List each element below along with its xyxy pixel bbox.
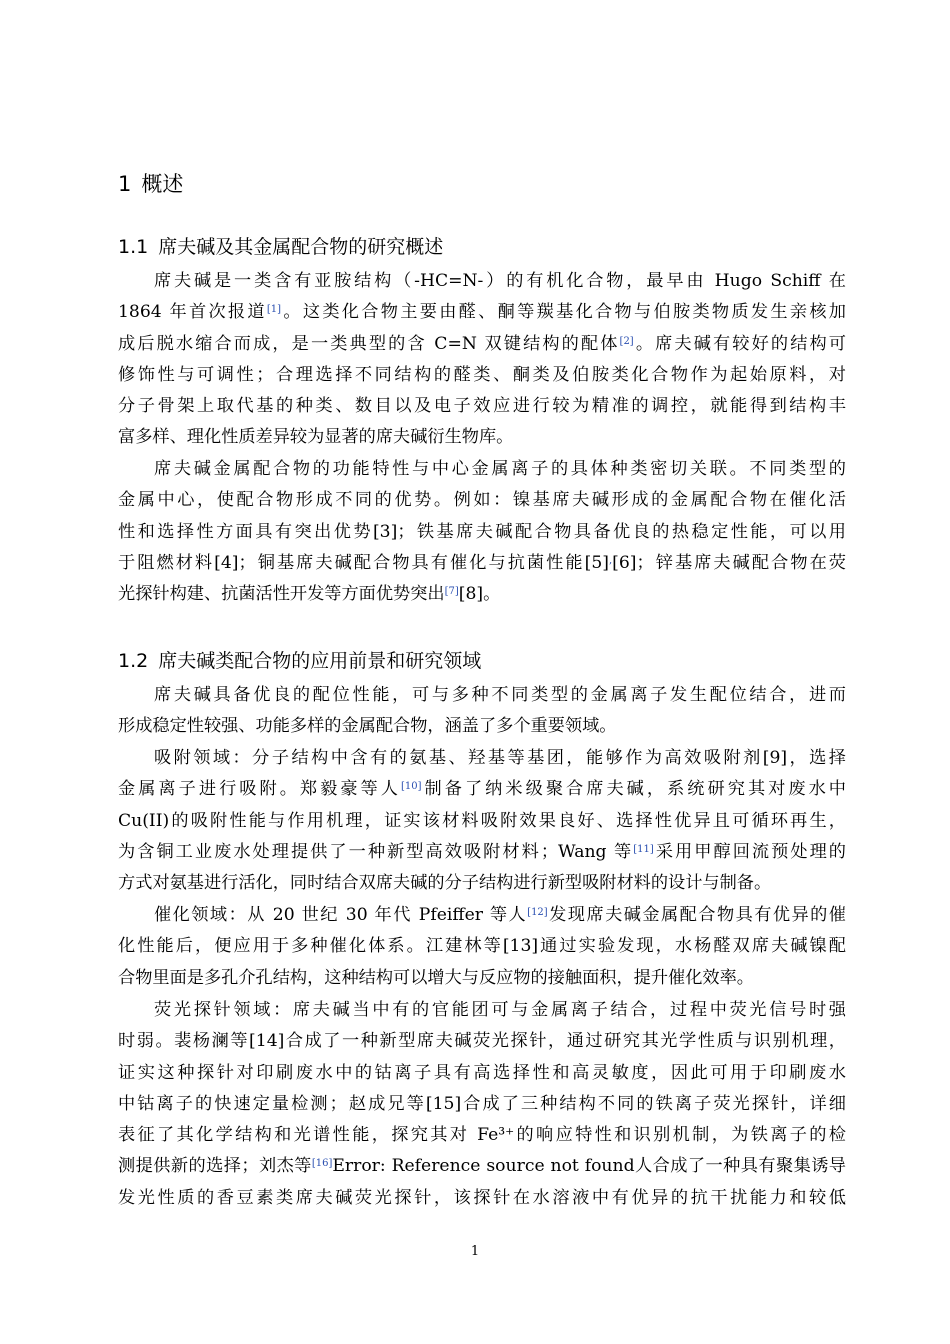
paragraph-applications-intro	[118, 680, 846, 743]
citation-link[interactable]: [2]	[619, 335, 634, 347]
citation-link[interactable]: [16]	[311, 1158, 333, 1170]
section-title: 席夫碱及其金属配合物的研究概述	[158, 236, 444, 258]
section-title: 席夫碱类配合物的应用前景和研究领域	[158, 650, 482, 672]
text-line: Cu(II)的吸附性能与作用机理，证实该材料吸附效果良好、选择性优异且可循环再生，	[118, 810, 846, 831]
paragraph-schiff-base-intro	[118, 266, 846, 454]
section-1-1-heading	[118, 232, 443, 262]
paragraph-catalysis	[118, 900, 846, 994]
text-line: 证实这种探针对印刷废水中的钴离子具有高选择性和高灵敏度，因此可用于印刷废水	[118, 1062, 846, 1083]
section-1-heading	[118, 168, 183, 200]
text-line: 吸附领域：分子结构中含有的氨基、羟基等基团，能够作为高效吸附剂[9]，选择	[154, 748, 846, 768]
text-line: 性和选择性方面具有突出优势[3]；铁基席夫碱配合物具备优良的热稳定性能，可以用	[118, 521, 846, 542]
text-line: 中钴离子的快速定量检测；赵成兄等[15]合成了三种结构不同的铁离子荧光探针，详细	[118, 1093, 846, 1114]
citation-link[interactable]: [11]	[633, 843, 654, 855]
text-line: 化性能后，便应用于多种催化体系。江建林等[13]通过实验发现，水杨醛双席夫碱镍配	[118, 936, 846, 957]
text-line: 形成稳定性较强、功能多样的金属配合物，涵盖了多个重要领域。	[118, 716, 617, 737]
section-number: 1	[118, 172, 132, 196]
text-line: 修饰性与可调性；合理选择不同结构的醛类、酮类及伯胺类化合物作为起始原料，对	[118, 364, 846, 385]
text-line: 分子骨架上取代基的种类、数目以及电子效应进行较为精准的调控，就能得到结构丰	[118, 396, 846, 417]
text-line: 成后脱水缩合而成，是一类典型的含 C=N 双键结构的配体[2]。席夫碱有较好的结构可	[118, 333, 846, 354]
text-line: 金属中心，使配合物形成不同的优势。例如：镍基席夫碱形成的金属配合物在催化活	[118, 490, 846, 511]
text-line: 富多样、理化性质差异较为显著的席夫碱衍生物库。	[118, 427, 514, 448]
citation-link[interactable]: [10]	[400, 781, 422, 793]
citation-separator: ,	[608, 554, 613, 566]
text-line: 席夫碱具备优良的配位性能，可与多种不同类型的金属离子发生配位结合，进而	[154, 685, 846, 705]
section-1-2-heading	[118, 646, 481, 676]
section-number: 1.2	[118, 650, 149, 672]
text-line: 席夫碱金属配合物的功能特性与中心金属离子的具体种类密切关联。不同类型的	[154, 459, 846, 479]
text-line: 金属离子进行吸附。郑毅豪等人[10]制备了纳米级聚合席夫碱，系统研究其对废水中	[118, 779, 846, 800]
citation-link[interactable]: [12]	[527, 907, 548, 918]
paragraph-metal-complexes	[118, 454, 846, 610]
text-line: 1864 年首次报道[1]。这类化合物主要由醛、酮等羰基化合物与伯胺类物质发生亲核加	[118, 302, 846, 323]
page-number: 1	[470, 1244, 480, 1259]
paragraph-adsorption	[118, 743, 846, 899]
text-line: 荧光探针领域：席夫碱当中有的官能团可与金属离子结合，过程中荧光信号时强	[154, 1000, 846, 1020]
citation-link[interactable]: [1]	[266, 304, 282, 316]
text-line: 方式对氨基进行活化，同时结合双席夫碱的分子结构进行新型吸附材料的设计与制备。	[118, 873, 772, 894]
text-line: 为含铜工业废水处理提供了一种新型高效吸附材料；Wang 等[11]采用甲醇回流预处理的	[118, 841, 846, 862]
section-number: 1.1	[118, 236, 149, 258]
text-line: 席夫碱是一类含有亚胺结构（-HC=N-）的有机化合物，最早由 Hugo Schiff 在	[154, 271, 846, 291]
text-line: 合物里面是多孔介孔结构，这种结构可以增大与反应物的接触面积，提升催化效率。	[118, 967, 754, 988]
text-line: 光探针构建、抗菌活性开发等方面优势突出[7][8]。	[118, 584, 501, 605]
text-line: 表征了其化学结构和光谱性能，探究其对 Fe³⁺的响应特性和识别机制，为铁离子的检	[118, 1125, 846, 1146]
paragraph-fluorescent-probe	[118, 995, 846, 1214]
text-line: 于阻燃材料[4]；铜基席夫碱配合物具有催化与抗菌性能[5],[6]；锌基席夫碱配合物在荧	[118, 552, 846, 573]
section-title: 概述	[141, 172, 184, 196]
text-line: 测提供新的选择；刘杰等[16]Error: Reference source not found人合成了一种具有聚集诱导	[118, 1156, 846, 1177]
text-line: 时弱。裴杨澜等[14]合成了一种新型席夫碱荧光探针，通过研究其光学性质与识别机理，	[118, 1031, 846, 1052]
citation-link[interactable]: [7]	[444, 586, 459, 598]
text-line: 发光性质的香豆素类席夫碱荧光探针，该探针在水溶液中有优异的抗干扰能力和较低	[118, 1187, 846, 1208]
text-line: 催化领域：从 20 世纪 30 年代 Pfeiffer 等人[12]发现席夫碱金属配合物具有优异的催	[154, 905, 846, 925]
